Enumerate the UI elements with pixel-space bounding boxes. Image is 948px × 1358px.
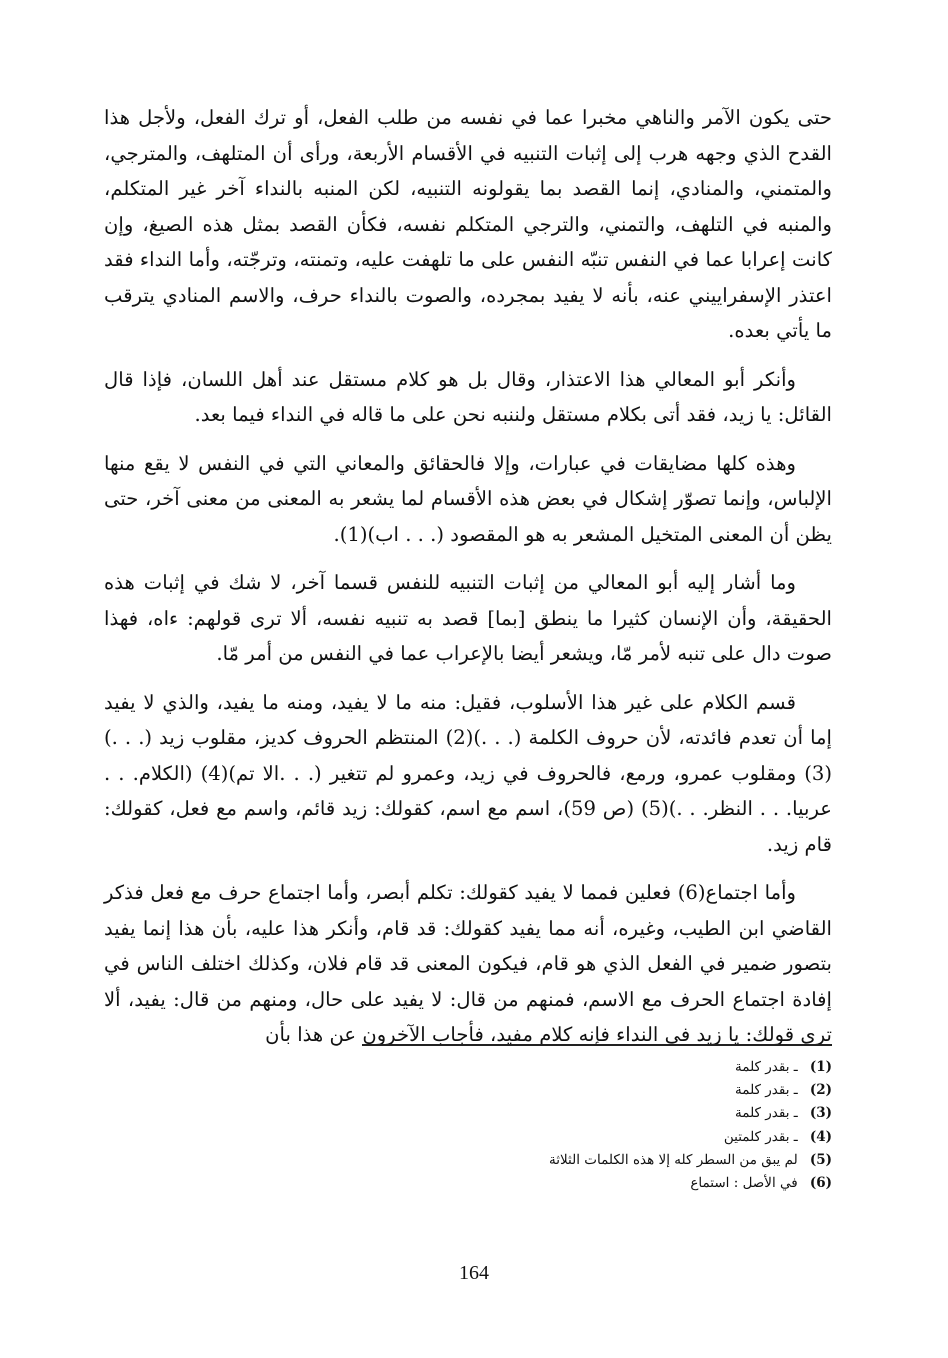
body-paragraph: وما أشار إليه أبو المعالي من إثبات التنبيه للنفس قسما آخر، لا شك في إثبات هذه الحقيقة، وأن الإنسان كثيرا ما ينطق [بما] قصد به تنبيه نفسه، ألا ترى قولهم: ءاه، فهذا صوت دال على تنبه لأمر مّا، ويشعر أيضا بالإعراب عما في النفس من أمر مّا.: [104, 571, 832, 665]
footnote-text: ـ بقدر كلمتين: [723, 1128, 798, 1145]
footnote-separator: [362, 1044, 832, 1046]
footnote-number: (5): [809, 1151, 832, 1168]
page-body: [104, 100, 832, 1066]
body-paragraph: قسم الكلام على غير هذا الأسلوب، فقيل: منه ما لا يفيد، ومنه ما يفيد، والذي لا يفيد إما أن تعدم فائدته، لأن حروف الكلمة (. . .)(2) المنتظم الحروف كديز، مقلوب زيد (. . .)(3) ومقلوب عمرو، ورمع، فالحروف في زيد، وعمرو لم تتغير (. . .الا تم)(4) (الكلام. . . عربيا. . . النظر. . .)(5) (ص 59)، اسم مع اسم، كقولك: زيد قائم، واسم مع فعل، كقولك: قام زيد.: [104, 690, 832, 856]
footnote-text: ـ بقدر كلمة: [735, 1105, 798, 1122]
body-paragraph: وأما اجتماع(6) فعلين فمما لا يفيد كقولك: تكلم أبصر، وأما اجتماع حرف مع فعل فذكر القاضي ابن الطيب، وغيره، أنه مما يفيد كقولك: قد قام، وأنكر هذا عليه، بأن هذا إنما يفيد بتصور ضمير في الفعل الذي هو قام، فيكون المعنى قد قام فلان، وكذلك اختلف الناس في إفادة اجتماع الحرف مع الاسم، فمنهم من قال: لا يفيد على حال، ومنهم من قال: يفيد، ألا ترى قولك: يا زيد في النداء فإنه كلام مفيد، فأجاب الآخرون عن هذا بأن: [104, 881, 832, 1046]
footnote-number: (6): [809, 1175, 832, 1192]
body-paragraph: حتى يكون الآمر والناهي مخبرا عما في نفسه من طلب الفعل، أو ترك الفعل، ولأجل هذا القدح الذي وجهه هرب إلى إثبات التنبيه في الأقسام الأربعة، ورأى أن المتلهف، والمترجي، والمتمني، والمنادي، إنما القصد بما يقولونه التنبيه، لكن المنبه بالنداء آخر غير المتكلم، والمنبه في التلهف، والتمني، والترجي المتكلم نفسه، فكأن القصد بمثل هذه الصيغ، وإن كانت إعرابا عما في النفس تنبّه النفس على ما تلهفت عليه، وتمنته، وترجّته، وأما النداء فقد اعتذر الإسفراييني عنه، بأنه لا يفيد بمجرده، والصوت بالنداء حرف، والاسم المنادي يترقب ما يأتي بعده.: [104, 106, 832, 342]
footnote: [362, 1172, 832, 1195]
footnote: [362, 1149, 832, 1172]
footnote: [362, 1079, 832, 1102]
footnotes: [362, 1056, 832, 1195]
footnote: [362, 1056, 832, 1079]
footnote: [362, 1102, 832, 1125]
footnote-number: (3): [809, 1105, 832, 1122]
footnote: [362, 1126, 832, 1149]
footnote-text: ـ بقدر كلمة: [735, 1059, 798, 1075]
footnote-number: (4): [809, 1128, 832, 1145]
body-paragraph: وأنكر أبو المعالي هذا الاعتذار، وقال بل هو كلام مستقل عند أهل اللسان، فإذا قال القائل: يا زيد، فقد أتى بكلام مستقل ولننبه نحن على ما قاله في النداء فيما بعد.: [104, 367, 832, 426]
footnote-number: (1): [809, 1059, 832, 1075]
page-number: 164: [459, 1262, 489, 1284]
body-paragraph: وهذه كلها مضايقات في عبارات، وإلا فالحقائق والمعاني التي في النفس لا يقع منها الإلباس، وإنما تصوّر إشكال في بعض هذه الأقسام لما يشعر به المعنى من معنى آخر، حتى يظن أن المعنى المتخيل المشعر به هو المقصود (. . . اب)(1).: [104, 451, 832, 546]
footnote-text: في الأصل : استماع: [690, 1175, 798, 1192]
footnote-number: (2): [809, 1082, 832, 1099]
footnote-text: لم يبق من السطر كله إلا هذه الكلمات الثلاثة: [548, 1151, 798, 1168]
footnote-text: ـ بقدر كلمة: [735, 1082, 798, 1099]
